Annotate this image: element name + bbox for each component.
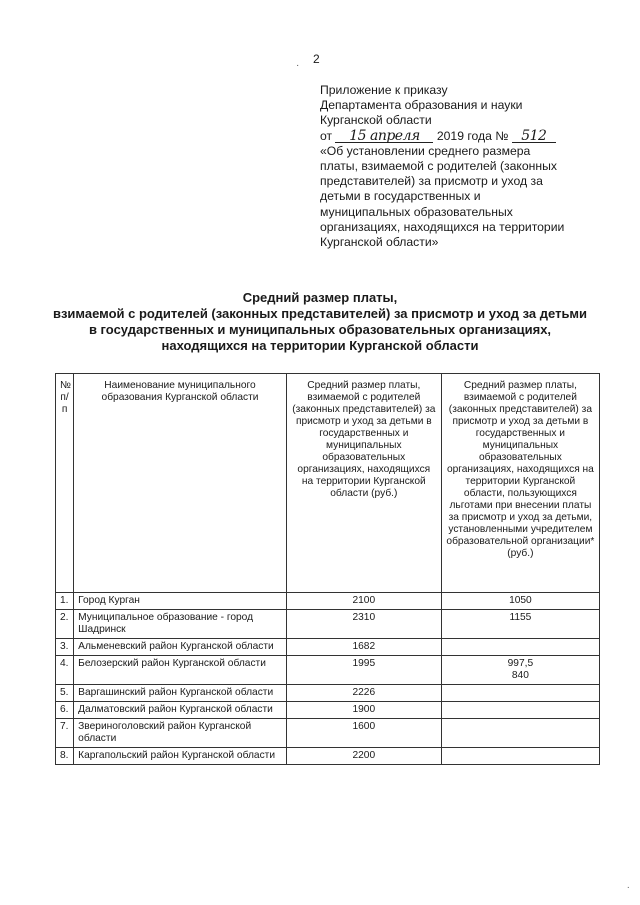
appendix-line-1: Приложение к приказу: [320, 83, 448, 97]
row-municipality: Белозерский район Курганской области: [74, 656, 287, 685]
row-privileged-fee: [441, 610, 599, 639]
row-privileged-fee: [441, 639, 599, 656]
row-fee: 1900: [286, 702, 441, 719]
appendix-line-2: Департамента образования и науки: [320, 98, 523, 113]
page-number: 2: [313, 52, 320, 66]
title-line: Средний размер платы,: [242, 290, 398, 305]
row-privileged-fee: [441, 685, 599, 702]
row-privileged-fee: [441, 656, 599, 685]
table-row: [56, 593, 600, 610]
table-row: [56, 748, 600, 765]
privileged-fee-value: 840: [511, 670, 529, 681]
row-privileged-fee: [441, 593, 599, 610]
header-fee: Средний размер платы, взимаемой с родителей (законных представителей) за присмотр и уход за детьми в государственных и муниципальных образовательных организациях, находящихся на территории Курганской области (руб.): [286, 374, 441, 593]
header-num: № п/п: [56, 374, 74, 593]
row-municipality: Альменевский район Курганской области: [74, 639, 287, 656]
subject-line: детьми в государственных и: [320, 189, 481, 204]
row-fee: 2200: [286, 748, 441, 765]
table-row: [56, 719, 600, 748]
privileged-fee-value: 1050: [509, 595, 532, 606]
date-prefix: от: [320, 128, 333, 143]
appendix-line-3: Курганской области: [320, 113, 432, 128]
row-number: 5.: [56, 685, 74, 702]
header-privileged-fee: Средний размер платы, взимаемой с родителей (законных представителей) за присмотр и уход за детьми в государственных и муниципальных образовательных организациях, находящихся на территории Курганской области, пользующихся льготами при внесении платы за присмотр и уход за детьми, установленными учредителем образовательной организации* (руб.): [441, 374, 599, 593]
subject-line: платы, взимаемой с родителей (законных: [320, 159, 557, 174]
title-line: взимаемой с родителей (законных представителей) за присмотр и уход за детьми: [52, 306, 588, 321]
row-fee: 2226: [286, 685, 441, 702]
row-number: 3.: [56, 639, 74, 656]
row-number: 8.: [56, 748, 74, 765]
row-number: 7.: [56, 719, 74, 748]
title-line: в государственных и муниципальных образовательных организациях,: [88, 322, 552, 337]
row-fee: 2100: [286, 593, 441, 610]
privileged-fee-value: 997,5: [507, 658, 534, 669]
row-municipality: Каргапольский район Курганской области: [74, 748, 287, 765]
row-municipality: Город Курган: [74, 593, 287, 610]
row-number: 4.: [56, 656, 74, 685]
table-row: [56, 610, 600, 639]
subject-line: Курганской области»: [320, 235, 439, 250]
row-municipality: Далматовский район Курганской области: [74, 702, 287, 719]
row-number: 2.: [56, 610, 74, 639]
appendix-block: [320, 83, 610, 250]
subject-line: «Об установлении среднего размера: [320, 143, 531, 158]
fees-table: [55, 373, 600, 765]
table-body: [56, 593, 600, 765]
header-name: Наименование муниципального образования Курганской области: [74, 374, 287, 593]
subject-line: муниципальных образовательных: [320, 204, 513, 219]
row-privileged-fee: [441, 719, 599, 748]
row-privileged-fee: [441, 702, 599, 719]
subject-line: организациях, находящихся на территории: [320, 219, 565, 234]
table-row: [56, 685, 600, 702]
row-municipality: Звериноголовский район Курганской области: [74, 719, 287, 748]
row-fee: 1682: [286, 639, 441, 656]
handwritten-date: 15 апреля: [335, 130, 433, 143]
scan-mark: ·: [626, 882, 630, 893]
row-number: 1.: [56, 593, 74, 610]
handwritten-order-number: 512: [512, 130, 556, 143]
row-municipality: Варгашинский район Курганской области: [74, 685, 287, 702]
appendix-date-line: [320, 129, 610, 144]
year-text: 2019 года №: [436, 128, 509, 143]
table-row: [56, 702, 600, 719]
row-fee: 1995: [286, 656, 441, 685]
row-number: 6.: [56, 702, 74, 719]
title-line: находящихся на территории Курганской области: [161, 338, 479, 353]
table-row: [56, 639, 600, 656]
row-privileged-fee: [441, 748, 599, 765]
subject-line: представителей) за присмотр и уход за: [320, 174, 543, 189]
table-header-row: [56, 374, 600, 593]
row-fee: 2310: [286, 610, 441, 639]
document-title: [40, 290, 600, 354]
table-row: [56, 656, 600, 685]
privileged-fee-value: 1155: [509, 612, 532, 623]
scan-speck: ·: [296, 60, 300, 71]
row-municipality: Муниципальное образование - город Шадринск: [74, 610, 287, 639]
row-fee: 1600: [286, 719, 441, 748]
